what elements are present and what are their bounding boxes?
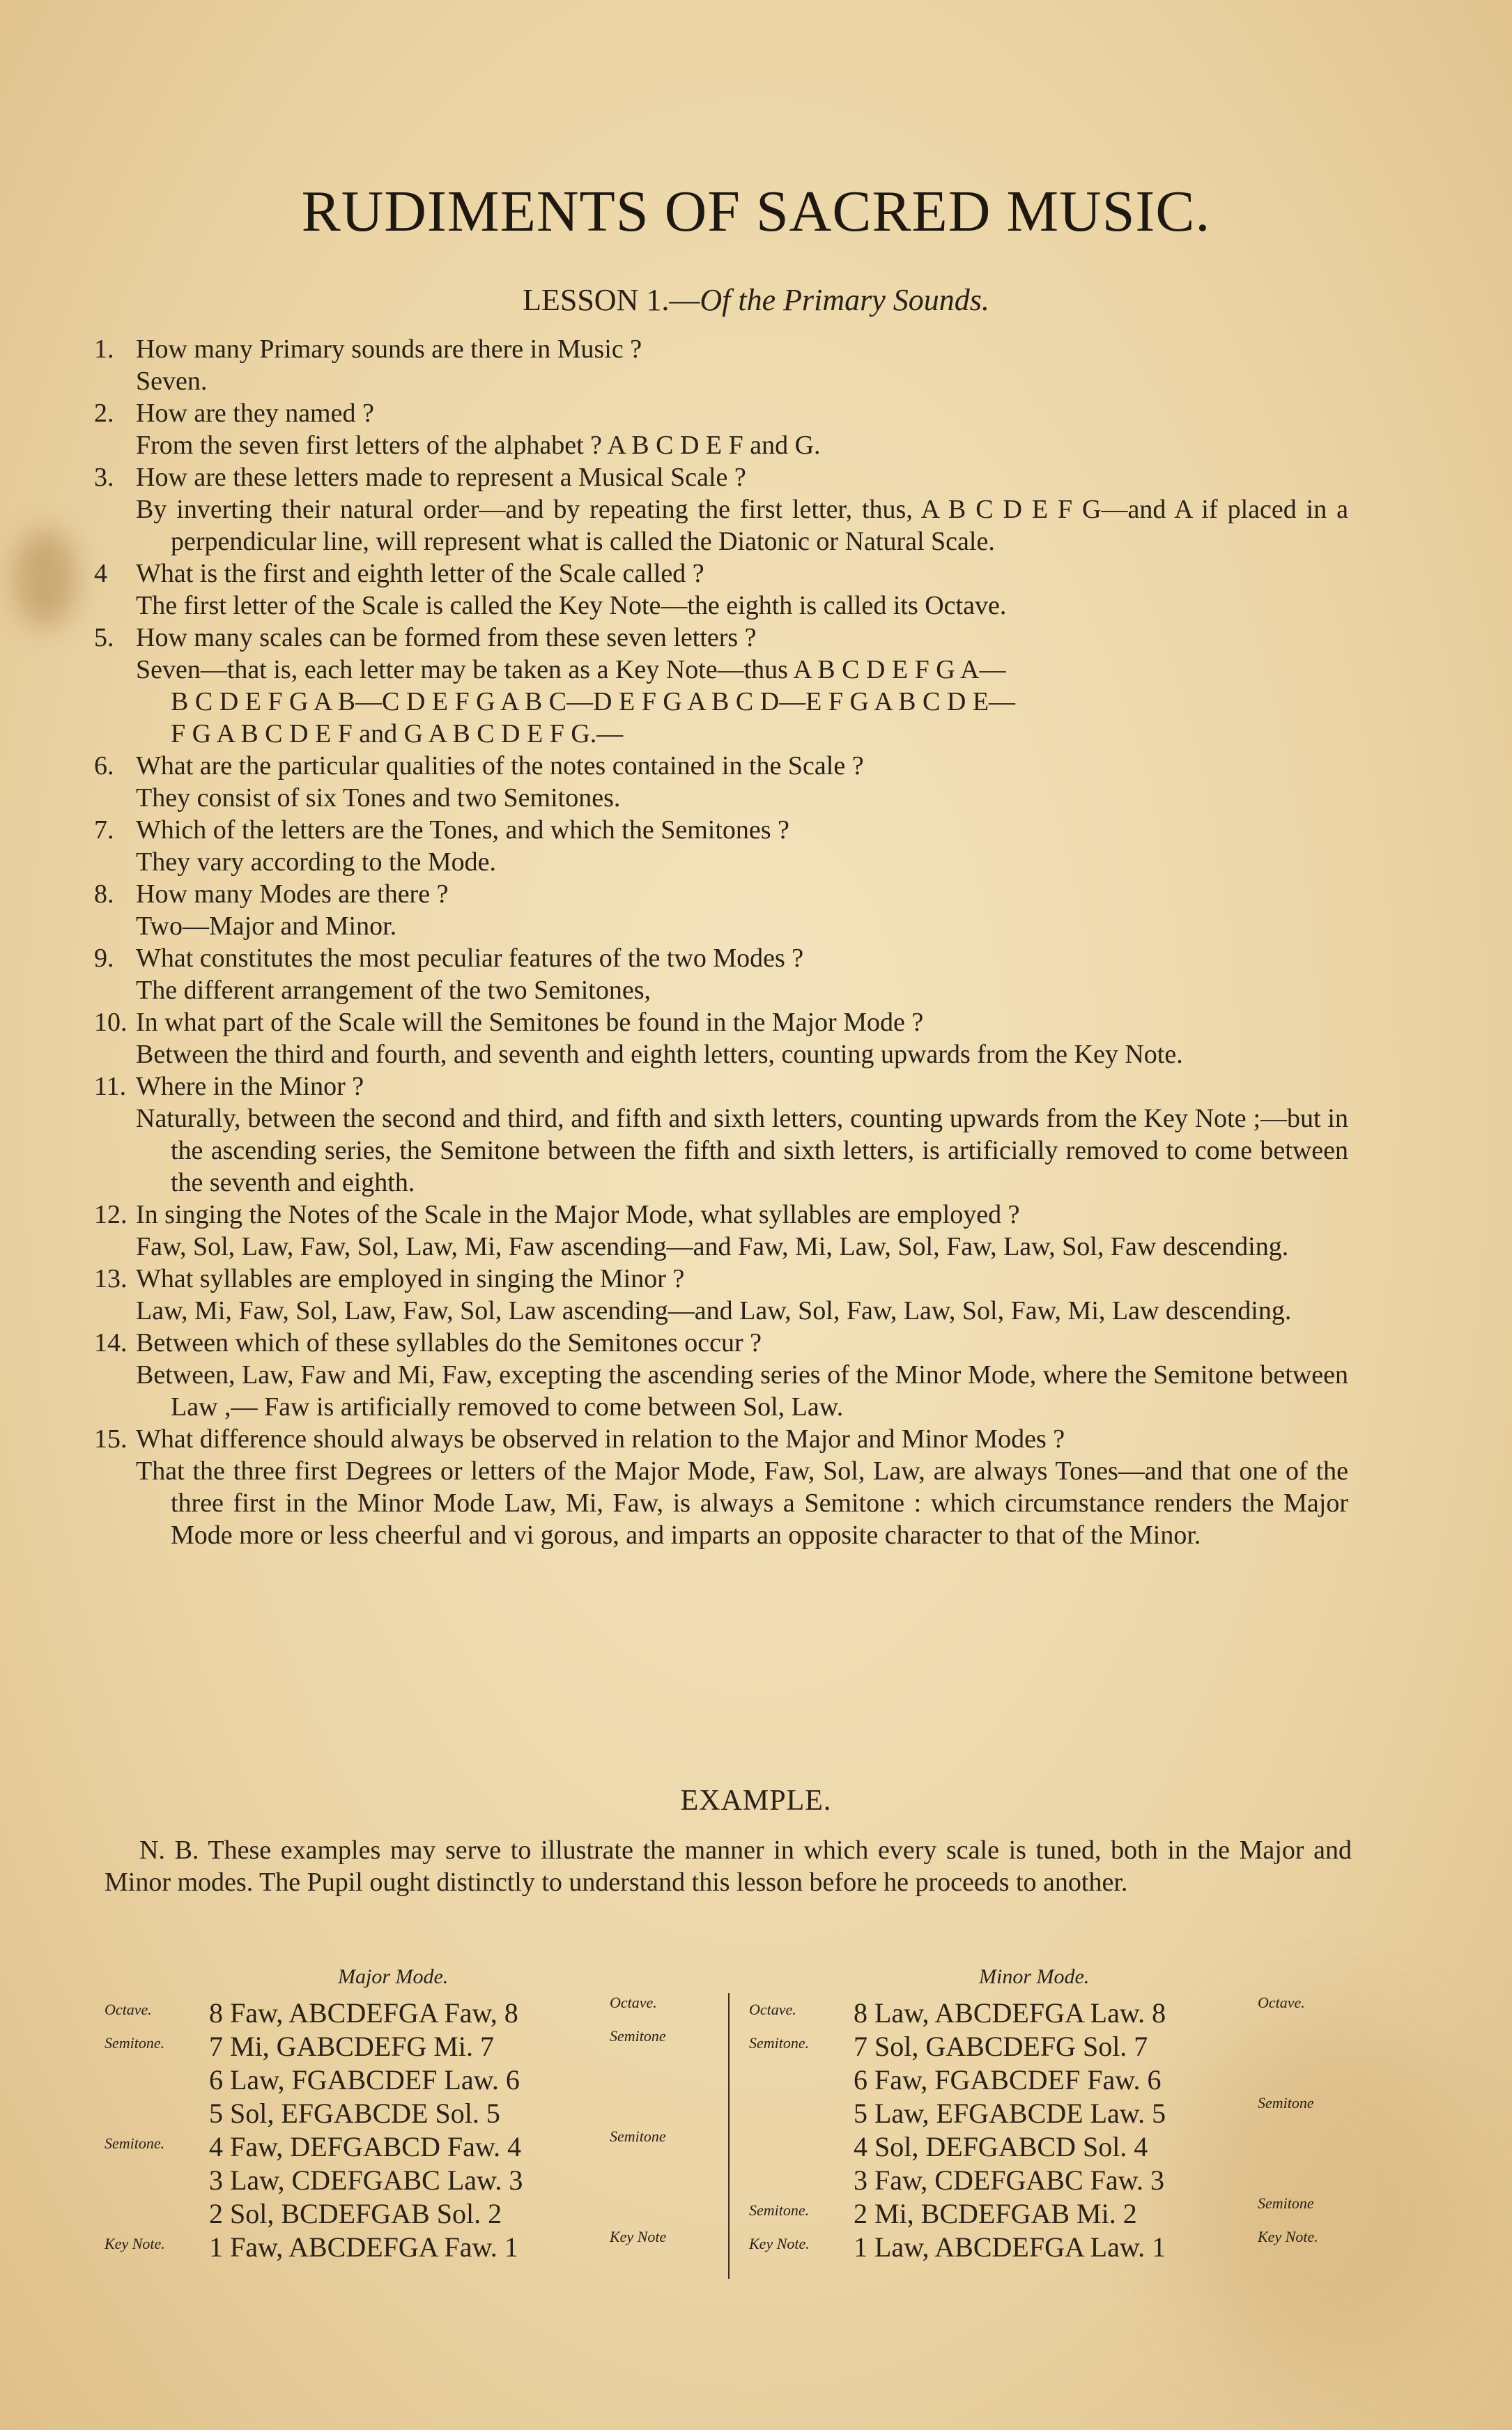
answer: Seven. <box>136 367 208 396</box>
question-number: 6. <box>94 751 114 780</box>
example-heading: EXAMPLE. <box>680 1785 832 1817</box>
minor-left-label: Octave. <box>749 2001 796 2018</box>
answer: From the seven first letters of the alphabet ? A B C D E F and G. <box>136 431 821 460</box>
major-mode-heading: Major Mode. <box>338 1965 449 1988</box>
question-number: 4 <box>94 559 107 588</box>
page-title: RUDIMENTS OF SACRED MUSIC. <box>301 179 1211 244</box>
question <box>94 1070 1348 1102</box>
minor-scale-row: 5 Law, EFGABCDE Law. 5 <box>854 2098 1166 2129</box>
question-number: 2. <box>94 399 114 428</box>
answer: Between the third and fourth, and seventh and eighth letters, counting upwards from the Key Note. <box>136 1040 1183 1069</box>
question-text: Where in the Minor ? <box>136 1072 364 1101</box>
major-left-label: Semitone. <box>105 2135 165 2152</box>
question-number: 8. <box>94 879 114 909</box>
answer-line: Seven—that is, each letter may be taken as a Key Note—thus A B C D E F G A— <box>136 655 1006 684</box>
scale-examples <box>98 1965 1352 2279</box>
minor-scale-row: 2 Mi, BCDEFGAB Mi. 2 <box>854 2198 1137 2229</box>
answer: Naturally, between the second and third, and fifth and sixth letters, counting upwards from the Key Note ;—but in the ascending series, the Semitone between the fifth and sixth letters, is artificially removed to come between the seventh and eighth. <box>136 1104 1348 1197</box>
question <box>94 942 1348 974</box>
major-scale-row: 5 Sol, EFGABCDE Sol. 5 <box>209 2098 500 2129</box>
question-number: 12. <box>94 1200 128 1229</box>
question-number: 11. <box>94 1072 127 1101</box>
minor-mode-heading: Minor Mode. <box>979 1965 1090 1988</box>
question-number: 10. <box>94 1008 128 1037</box>
major-right-label: Octave. <box>610 1994 657 2011</box>
question <box>94 814 1348 846</box>
minor-left-label: Key Note. <box>749 2235 810 2252</box>
question-number: 7. <box>94 815 114 845</box>
question-text: How many scales can be formed from these seven letters ? <box>136 623 757 652</box>
answer: That the three first Degrees or letters of the Major Mode, Faw, Sol, Law, are always Tones—and that one of the three first in the Minor Mode Law, Mi, Faw, is always a Semitone : which circumstance renders the Major Mode more or less cheerful and vi gorous, and imparts an opposite character to that of the Minor. <box>136 1456 1348 1550</box>
lesson-label: LESSON 1.— <box>523 283 700 317</box>
question <box>94 1006 1348 1038</box>
answer-line: F G A B C D E F and G A B C D E F G.— <box>171 719 624 748</box>
answer: Faw, Sol, Law, Faw, Sol, Law, Mi, Faw ascending—and Faw, Mi, Law, Sol, Faw, Law, Sol, Faw descending. <box>136 1232 1289 1261</box>
answer-line: B C D E F G A B—C D E F G A B C—D E F G A B C D—E F G A B C D E— <box>171 687 1016 716</box>
answer: By inverting their natural order—and by repeating the first letter, thus, A B C D E F G—and A if placed in a perpendicular line, will represent what is called the Diatonic or Natural Scale. <box>136 495 1348 556</box>
minor-right-label: Semitone <box>1258 2094 1314 2112</box>
lesson-heading <box>0 282 1512 318</box>
minor-scale-row: 4 Sol, DEFGABCD Sol. 4 <box>854 2131 1148 2162</box>
question-text: What constitutes the most peculiar features of the two Modes ? <box>136 944 804 973</box>
minor-left-label: Semitone. <box>749 2201 810 2219</box>
minor-left-label: Semitone. <box>749 2034 810 2052</box>
question <box>94 750 1348 782</box>
major-scale-row: 2 Sol, BCDEFGAB Sol. 2 <box>209 2198 502 2229</box>
question <box>94 461 1348 493</box>
major-scale-row: 4 Faw, DEFGABCD Faw. 4 <box>209 2131 522 2162</box>
minor-scale-row: 8 Law, ABCDEFGA Law. 8 <box>854 1997 1166 2029</box>
question-number: 3. <box>94 463 114 492</box>
major-right-label: Semitone <box>610 2027 666 2045</box>
major-left-label: Octave. <box>105 2001 152 2018</box>
major-scale-row: 1 Faw, ABCDEFGA Faw. 1 <box>209 2231 518 2263</box>
question-number: 1. <box>94 334 114 364</box>
question <box>94 878 1348 910</box>
answer: Law, Mi, Faw, Sol, Law, Faw, Sol, Law ascending—and Law, Sol, Faw, Law, Sol, Faw, Mi, Law descending. <box>136 1296 1292 1325</box>
question <box>94 557 1348 590</box>
minor-right-label: Octave. <box>1258 1994 1305 2011</box>
paper-stain <box>14 530 77 627</box>
question <box>94 333 1348 365</box>
question <box>94 397 1348 429</box>
minor-scale-row: 7 Sol, GABCDEFG Sol. 7 <box>854 2031 1148 2062</box>
question-text: In what part of the Scale will the Semitones be found in the Major Mode ? <box>136 1008 924 1037</box>
question-text: What are the particular qualities of the notes contained in the Scale ? <box>136 751 864 780</box>
minor-right-label: Key Note. <box>1258 2228 1318 2245</box>
question-number: 13. <box>94 1264 128 1293</box>
question-text: Between which of these syllables do the Semitones occur ? <box>136 1328 762 1358</box>
column-divider <box>728 1993 730 2279</box>
minor-scale-row: 1 Law, ABCDEFGA Law. 1 <box>854 2231 1166 2263</box>
minor-right-label: Semitone <box>1258 2194 1314 2212</box>
question-number: 5. <box>94 623 114 652</box>
major-right-label: Key Note <box>610 2228 667 2245</box>
question-number: 9. <box>94 944 114 973</box>
question-number: 14. <box>94 1328 128 1358</box>
question <box>94 1423 1348 1455</box>
question-number: 15. <box>94 1424 128 1454</box>
major-scale-row: 3 Law, CDEFGABC Law. 3 <box>209 2164 523 2196</box>
question-text: In singing the Notes of the Scale in the Major Mode, what syllables are employed ? <box>136 1200 1020 1229</box>
question <box>94 1199 1348 1231</box>
question-text: How are these letters made to represent a Musical Scale ? <box>136 463 746 492</box>
question-text: How many Primary sounds are there in Music ? <box>136 334 642 364</box>
question-answer-list <box>94 333 1348 1551</box>
question <box>94 1327 1348 1359</box>
question-text: What is the first and eighth letter of the Scale called ? <box>136 559 704 588</box>
example-note: N. B. These examples may serve to illustrate the manner in which every scale is tuned, both in the Major and Minor modes. The Pupil ought distinctly to understand this lesson before he proceeds to another. <box>105 1836 1352 1897</box>
major-left-label: Key Note. <box>105 2235 165 2252</box>
question-text: How are they named ? <box>136 399 374 428</box>
answer: They consist of six Tones and two Semitones. <box>136 783 621 813</box>
answer: The different arrangement of the two Semitones, <box>136 976 651 1005</box>
question <box>94 1263 1348 1295</box>
answer: Between, Law, Faw and Mi, Faw, excepting the ascending series of the Minor Mode, where the Semitone between Law ,— Faw is artificially removed to come between Sol, Law. <box>136 1360 1348 1422</box>
major-left-label: Semitone. <box>105 2034 165 2052</box>
question-text: What difference should always be observed in relation to the Major and Minor Modes ? <box>136 1424 1065 1454</box>
answer: The first letter of the Scale is called the Key Note—the eighth is called its Octave. <box>136 591 1007 620</box>
question-text: How many Modes are there ? <box>136 879 449 909</box>
question-text: Which of the letters are the Tones, and which the Semitones ? <box>136 815 789 845</box>
major-scale-row: 8 Faw, ABCDEFGA Faw, 8 <box>209 1997 518 2029</box>
major-scale-row: 6 Law, FGABCDEF Law. 6 <box>209 2064 520 2096</box>
major-right-label: Semitone <box>610 2128 666 2145</box>
major-scale-row: 7 Mi, GABCDEFG Mi. 7 <box>209 2031 494 2062</box>
answer <box>136 654 1348 750</box>
answer: They vary according to the Mode. <box>136 847 497 877</box>
lesson-subtitle: Of the Primary Sounds. <box>700 283 989 317</box>
answer: Two—Major and Minor. <box>136 912 397 941</box>
question-text: What syllables are employed in singing the Minor ? <box>136 1264 685 1293</box>
minor-scale-row: 6 Faw, FGABCDEF Faw. 6 <box>854 2064 1162 2096</box>
minor-scale-row: 3 Faw, CDEFGABC Faw. 3 <box>854 2164 1164 2196</box>
question <box>94 622 1348 654</box>
